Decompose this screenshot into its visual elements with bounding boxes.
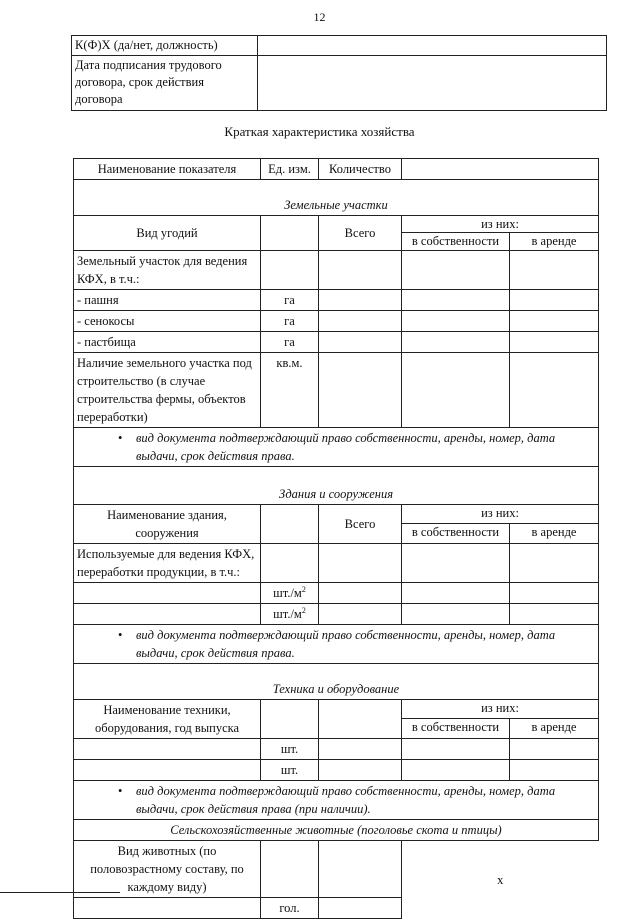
- section-title-row: [74, 180, 599, 216]
- bullet-icon: •: [118, 431, 123, 445]
- animals-section-title: Сельскохозяйственные животные (поголовье скота и птицы): [74, 820, 599, 841]
- equipment-col-of-them: из них:: [402, 700, 599, 719]
- cell-input[interactable]: [319, 760, 402, 781]
- buildings-col-total: Всего: [319, 505, 402, 544]
- animals-col-header-row: [74, 841, 599, 898]
- animals-col-name: Вид животных (по половозрастному составу, по каждому виду): [74, 841, 261, 898]
- row-value[interactable]: [258, 56, 607, 111]
- cell-input[interactable]: [402, 251, 510, 290]
- land-col-name: Вид угодий: [74, 216, 261, 251]
- row-label: Дата подписания трудового договора, срок действия договора: [72, 56, 258, 111]
- buildings-col-of-them: из них:: [402, 505, 599, 524]
- table-row: [74, 739, 599, 760]
- note-row: [74, 781, 599, 820]
- table-row: [74, 332, 599, 353]
- cell-input[interactable]: [74, 898, 261, 919]
- buildings-col-header-row: [74, 505, 599, 524]
- table-row: [74, 583, 599, 604]
- cell-input[interactable]: [319, 311, 402, 332]
- equipment-col-name: Наименование техники, оборудования, год выпуска: [74, 700, 261, 739]
- land-col-of-them: из них:: [402, 216, 599, 233]
- cell-input[interactable]: [402, 760, 510, 781]
- header-empty: [402, 159, 599, 180]
- cell-input[interactable]: [319, 353, 402, 428]
- unit-sup: 2: [301, 584, 306, 594]
- land-row-name: - пашня: [74, 290, 261, 311]
- cell-input[interactable]: [510, 332, 599, 353]
- cell-input[interactable]: [74, 583, 261, 604]
- cell-input[interactable]: [510, 544, 599, 583]
- footnote-divider: [0, 892, 120, 893]
- table-header-row: [74, 159, 599, 180]
- equipment-col-rent: в аренде: [510, 718, 599, 738]
- table-row: [74, 544, 599, 583]
- bullet-icon: •: [118, 628, 123, 642]
- cell-input[interactable]: [319, 332, 402, 353]
- equipment-col-own: в собственности: [402, 718, 510, 738]
- buildings-note: [74, 625, 599, 664]
- land-col-total: Всего: [319, 216, 402, 251]
- cell-input[interactable]: [319, 290, 402, 311]
- cell-input[interactable]: [74, 760, 261, 781]
- land-col-header-row: [74, 216, 599, 233]
- header-quantity: Количество: [319, 159, 402, 180]
- equipment-col-total: [319, 700, 402, 739]
- buildings-col-own: в собственности: [402, 523, 510, 543]
- cell-input[interactable]: [261, 544, 319, 583]
- section-heading: Краткая характеристика хозяйства: [224, 124, 415, 139]
- cell-input[interactable]: [510, 760, 599, 781]
- cell-input[interactable]: [74, 739, 261, 760]
- section-title-row: [74, 664, 599, 700]
- land-row-name: Земельный участок для ведения КФХ, в т.ч.:: [74, 251, 261, 290]
- equipment-row-unit: шт.: [261, 739, 319, 760]
- header-unit: Ед. изм.: [261, 159, 319, 180]
- equipment-row-unit: шт.: [261, 760, 319, 781]
- land-row-unit: га: [261, 332, 319, 353]
- buildings-row-unit: [261, 604, 319, 625]
- land-row-name: - сенокосы: [74, 311, 261, 332]
- farm-characteristics-table: [73, 158, 599, 919]
- unit-sup: 2: [301, 605, 306, 615]
- land-row-name: - пастбища: [74, 332, 261, 353]
- page-number: 12: [313, 10, 326, 24]
- cell-input[interactable]: [510, 251, 599, 290]
- equipment-note-text: вид документа подтверждающий право собственности, аренды, номер, дата выдачи, срок действия права (при наличии).: [136, 784, 556, 816]
- header-indicator: Наименование показателя: [74, 159, 261, 180]
- table-row: [72, 56, 607, 111]
- land-row-unit: кв.м.: [261, 353, 319, 428]
- unit-text: шт./м: [273, 607, 302, 621]
- table-row: [74, 311, 599, 332]
- cell-input[interactable]: [402, 544, 510, 583]
- land-note-text: вид документа подтверждающий право собственности, аренды, номер, дата выдачи, срок действия права.: [136, 431, 556, 463]
- land-row-unit: [261, 251, 319, 290]
- section-title-row: [74, 820, 599, 841]
- unit-text: шт./м: [273, 586, 302, 600]
- table-row: [74, 290, 599, 311]
- table-row: [74, 604, 599, 625]
- cell-input[interactable]: [510, 604, 599, 625]
- cell-input[interactable]: [402, 311, 510, 332]
- cell-input[interactable]: [402, 332, 510, 353]
- land-row-name: Наличие земельного участка под строительство (в случае строительства фермы, объектов переработки): [74, 353, 261, 428]
- buildings-row-main: Используемые для ведения КФХ, переработки продукции, в т.ч.:: [74, 544, 261, 583]
- cell-input[interactable]: [319, 841, 402, 898]
- cell-input[interactable]: [510, 311, 599, 332]
- land-row-unit: га: [261, 290, 319, 311]
- table-row: [74, 251, 599, 290]
- land-col-unit: [261, 216, 319, 251]
- cell-input[interactable]: [402, 583, 510, 604]
- equipment-section-title: Техника и оборудование: [74, 664, 599, 700]
- cell-input[interactable]: [510, 290, 599, 311]
- buildings-col-unit: [261, 505, 319, 544]
- equipment-col-unit: [261, 700, 319, 739]
- buildings-col-name: Наименование здания, сооружения: [74, 505, 261, 544]
- cell-input[interactable]: [402, 739, 510, 760]
- equipment-note: [74, 781, 599, 820]
- cell-input[interactable]: [319, 604, 402, 625]
- note-row: [74, 428, 599, 467]
- table-row: [74, 353, 599, 428]
- equipment-col-header-row: [74, 700, 599, 719]
- cell-input[interactable]: [402, 604, 510, 625]
- table-row: [72, 36, 607, 56]
- row-label: К(Ф)Х (да/нет, должность): [72, 36, 258, 56]
- cell-input[interactable]: [261, 841, 319, 898]
- animals-row-unit: гол.: [261, 898, 319, 919]
- cell-input[interactable]: [402, 290, 510, 311]
- buildings-col-rent: в аренде: [510, 523, 599, 543]
- cell-input[interactable]: [510, 583, 599, 604]
- bullet-icon: •: [118, 784, 123, 798]
- land-col-own: в собственности: [402, 233, 510, 251]
- land-note: [74, 428, 599, 467]
- section-title-row: [74, 467, 599, 505]
- cell-input[interactable]: [402, 353, 510, 428]
- cell-input[interactable]: [319, 583, 402, 604]
- cell-input[interactable]: [319, 898, 402, 919]
- buildings-section-title: Здания и сооружения: [74, 467, 599, 505]
- cell-input[interactable]: [319, 739, 402, 760]
- animals-cross-mark: x: [402, 841, 599, 919]
- cell-input[interactable]: [319, 544, 402, 583]
- land-section-title: Земельные участки: [74, 180, 599, 216]
- row-value[interactable]: [258, 36, 607, 56]
- buildings-note-text: вид документа подтверждающий право собственности, аренды, номер, дата выдачи, срок действия права.: [136, 628, 556, 660]
- buildings-row-unit: [261, 583, 319, 604]
- cell-input[interactable]: [319, 251, 402, 290]
- cell-input[interactable]: [510, 739, 599, 760]
- note-row: [74, 625, 599, 664]
- table-row: [74, 760, 599, 781]
- land-col-rent: в аренде: [510, 233, 599, 251]
- cell-input[interactable]: [74, 604, 261, 625]
- land-row-unit: га: [261, 311, 319, 332]
- applicant-info-table: [71, 35, 607, 111]
- cell-input[interactable]: [510, 353, 599, 428]
